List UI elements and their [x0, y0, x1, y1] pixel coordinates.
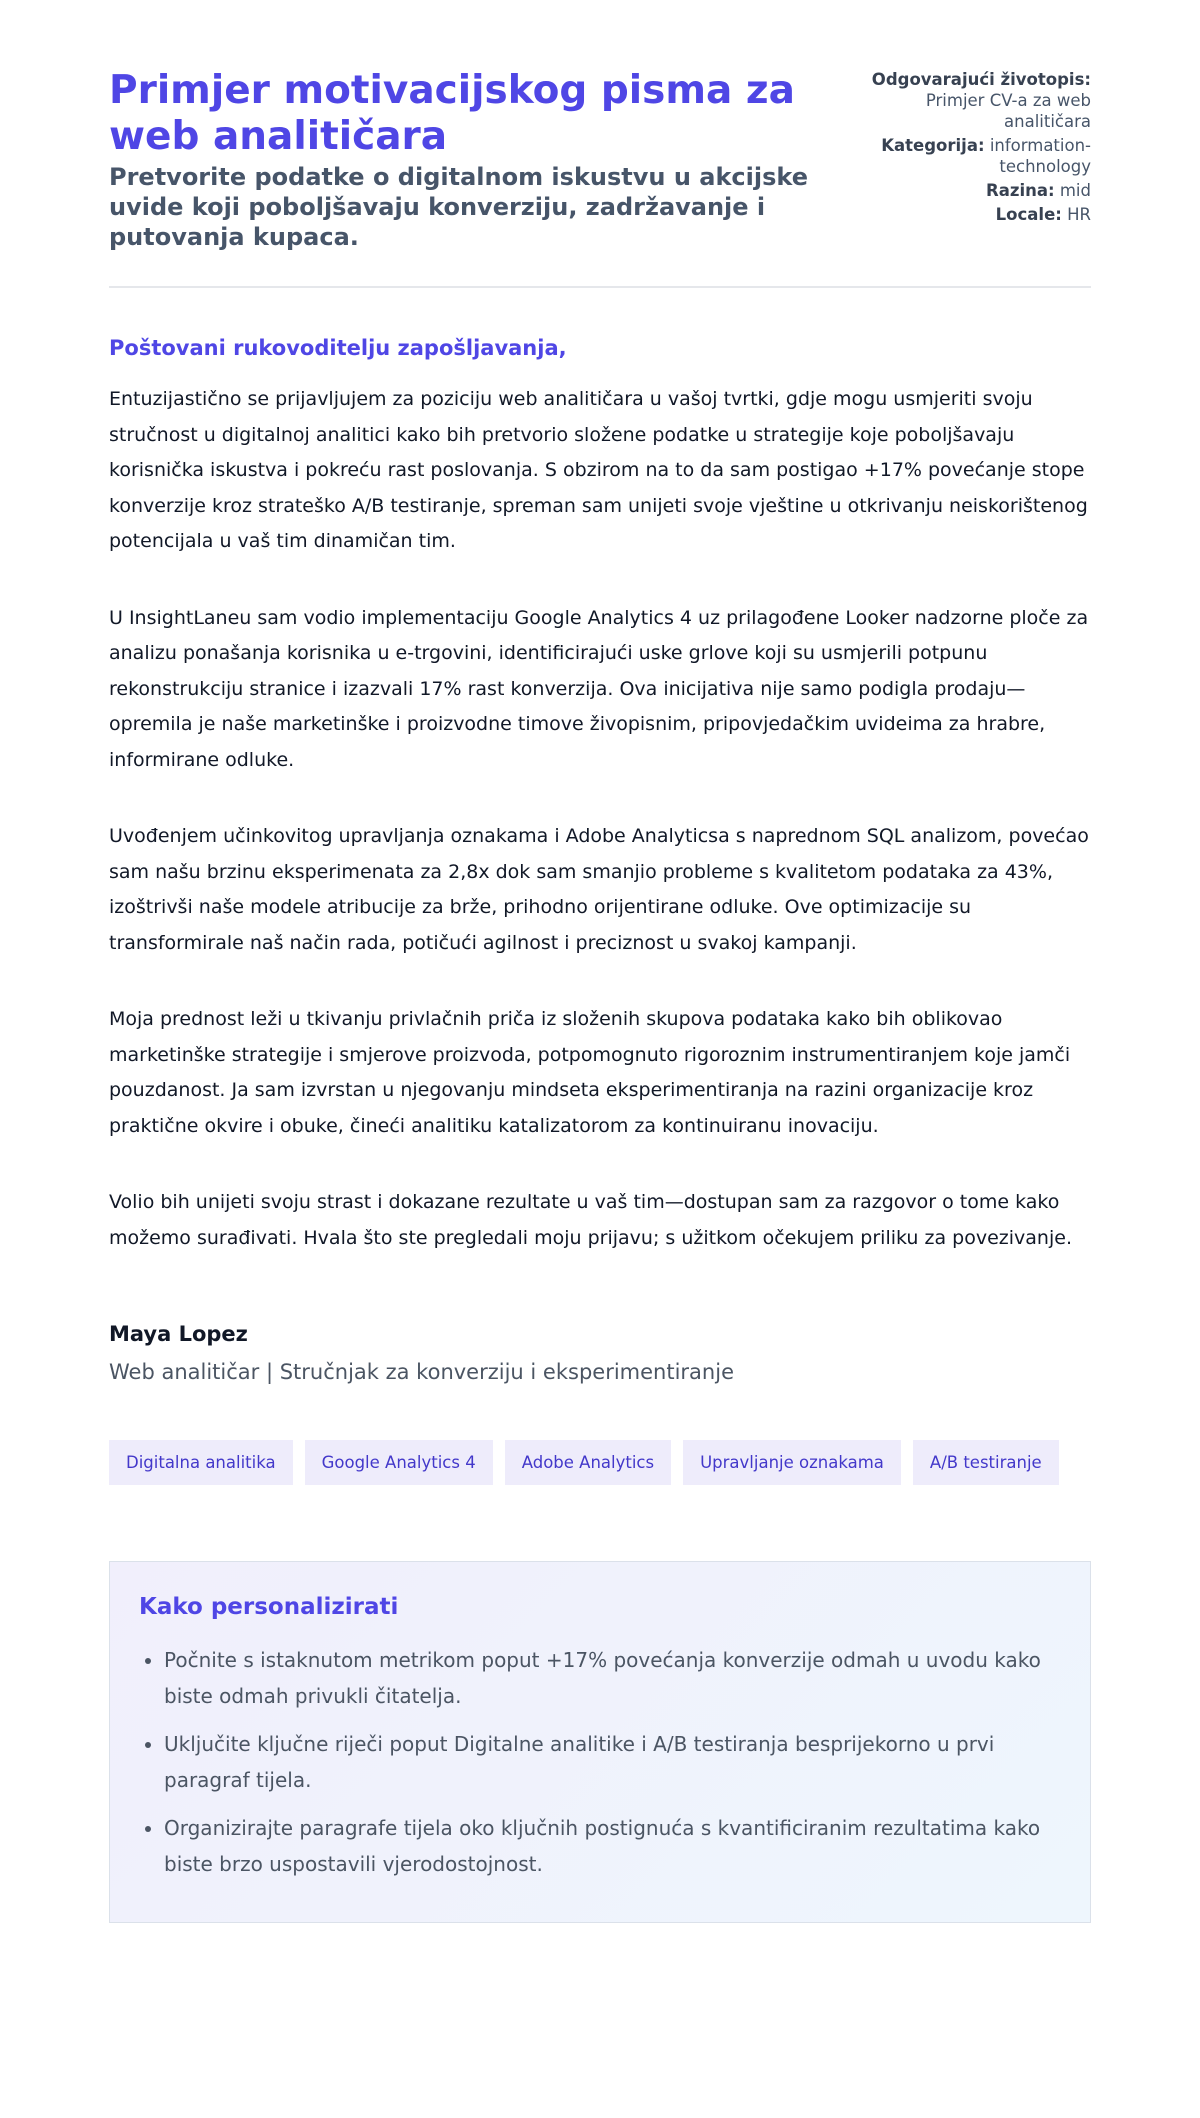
- skill-tag: Google Analytics 4: [305, 1440, 493, 1485]
- divider: [109, 286, 1091, 288]
- letter-body: [109, 382, 1091, 1256]
- meta-locale: [861, 204, 1091, 225]
- signature-role: Web analitičar | Stručnjak za konverziju i eksperimentiranje: [109, 1360, 734, 1384]
- meta-category: [861, 135, 1091, 177]
- meta-label: Kategorija:: [881, 136, 985, 155]
- personalization-tips: [109, 1561, 1091, 1923]
- skill-tag: Adobe Analytics: [505, 1440, 671, 1485]
- meta-value: information-technology: [989, 136, 1091, 176]
- page-subtitle: Pretvorite podatke o digitalnom iskustvu u akcijske uvide koji poboljšavaju konverziju, zadržavanje i putovanja kupaca.: [109, 163, 808, 251]
- paragraph: Moja prednost leži u tkivanju privlačnih priča iz složenih skupova podataka kako bih oblikovao marketinške strategije i smjerove proizvoda, potpomognuto rigoroznim instrumentiranjem koje jamči pouzdanost. Ja sam izvrstan u njegovanju mindseta eksperimentiranja na razini organizacije kroz praktične okvire i obuke, čineći analitiku katalizatorom za kontinuiranu inovaciju.: [109, 1008, 1071, 1137]
- meta-value: mid: [1059, 181, 1091, 200]
- meta-value: Primjer CV-a za web analitičara: [925, 91, 1091, 131]
- tips-list: [139, 1642, 1061, 1882]
- meta-level: [861, 180, 1091, 201]
- meta-label: Razina:: [986, 181, 1055, 200]
- meta-info: [861, 68, 1091, 252]
- meta-matching-resume: [861, 69, 1091, 132]
- paragraph: U InsightLaneu sam vodio implementaciju Google Analytics 4 uz prilagođene Looker nadzorne ploče za analizu ponašanja korisnika u e-trgovini, identificirajući uske grlove koji su usmjerili potpunu rekonstrukciju stranice i izazvali 17% rast konverzija. Ova inicijativa nije samo podigla prodaju—opremila je naše marketinške i proizvodne timove živopisnim, pripovjedačkim uvideima za hrabre, informirane odluke.: [109, 606, 1089, 771]
- meta-label: Locale:: [995, 205, 1062, 224]
- skill-tag: A/B testiranje: [913, 1440, 1059, 1485]
- title-block: [109, 68, 829, 252]
- tip-item: • Uključite ključne riječi poput Digitalne analitike i A/B testiranja besprijekorno u prvi paragraf tijela.: [164, 1726, 1061, 1798]
- page-header: [109, 0, 1091, 252]
- meta-label: Odgovarajući životopis:: [871, 70, 1091, 89]
- skill-tags: [109, 1440, 1091, 1485]
- salutation: Poštovani rukovoditelju zapošljavanja,: [109, 336, 567, 360]
- paragraph: Volio bih unijeti svoju strast i dokazane rezultate u vaš tim—dostupan sam za razgovor o tome kako možemo surađivati. Hvala što ste pregledali moju prijavu; s užitkom očekujem priliku za povezivanje.: [109, 1191, 1072, 1249]
- paragraph: Uvođenjem učinkovitog upravljanja oznakama i Adobe Analyticsa s naprednom SQL analizom, povećao sam našu brzinu eksperimenata za 2,8x dok sam smanjio probleme s kvalitetom podataka za 43%, izoštrivši naše modele atribucije za brže, prihodno orijentirane odluke. Ove optimizacije su transformirale naš način rada, potičući agilnost i preciznost u svakoj kampanji.: [109, 825, 1089, 954]
- page-title: Primjer motivacijskog pisma za web analitičara: [109, 68, 795, 159]
- paragraph: Entuzijastično se prijavljujem za poziciju web analitičara u vašoj tvrtki, gdje mogu usmjeriti svoju stručnost u digitalnoj analitici kako bih pretvorio složene podatke u strategije koje poboljšavaju korisnička iskustva i pokreću rast poslovanja. S obzirom na to da sam postigao +17% povećanje stope konverzije kroz strateško A/B testiranje, spreman sam unijeti svoje vještine u otkrivanju neiskorištenog potencijala u vaš tim dinamičan tim.: [109, 388, 1088, 552]
- meta-value: HR: [1067, 205, 1091, 224]
- signature-name: Maya Lopez: [109, 1322, 248, 1346]
- skill-tag: Digitalna analitika: [109, 1440, 293, 1485]
- skill-tag: Upravljanje oznakama: [683, 1440, 901, 1485]
- tips-title: Kako personalizirati: [139, 1594, 399, 1620]
- tip-item: • Počnite s istaknutom metrikom poput +17% povećanja konverzije odmah u uvodu kako biste odmah privukli čitatelja.: [164, 1642, 1061, 1714]
- tip-item: • Organizirajte paragrafe tijela oko ključnih postignuća s kvantificiranim rezultatima kako biste brzo uspostavili vjerodostojnost.: [164, 1810, 1061, 1882]
